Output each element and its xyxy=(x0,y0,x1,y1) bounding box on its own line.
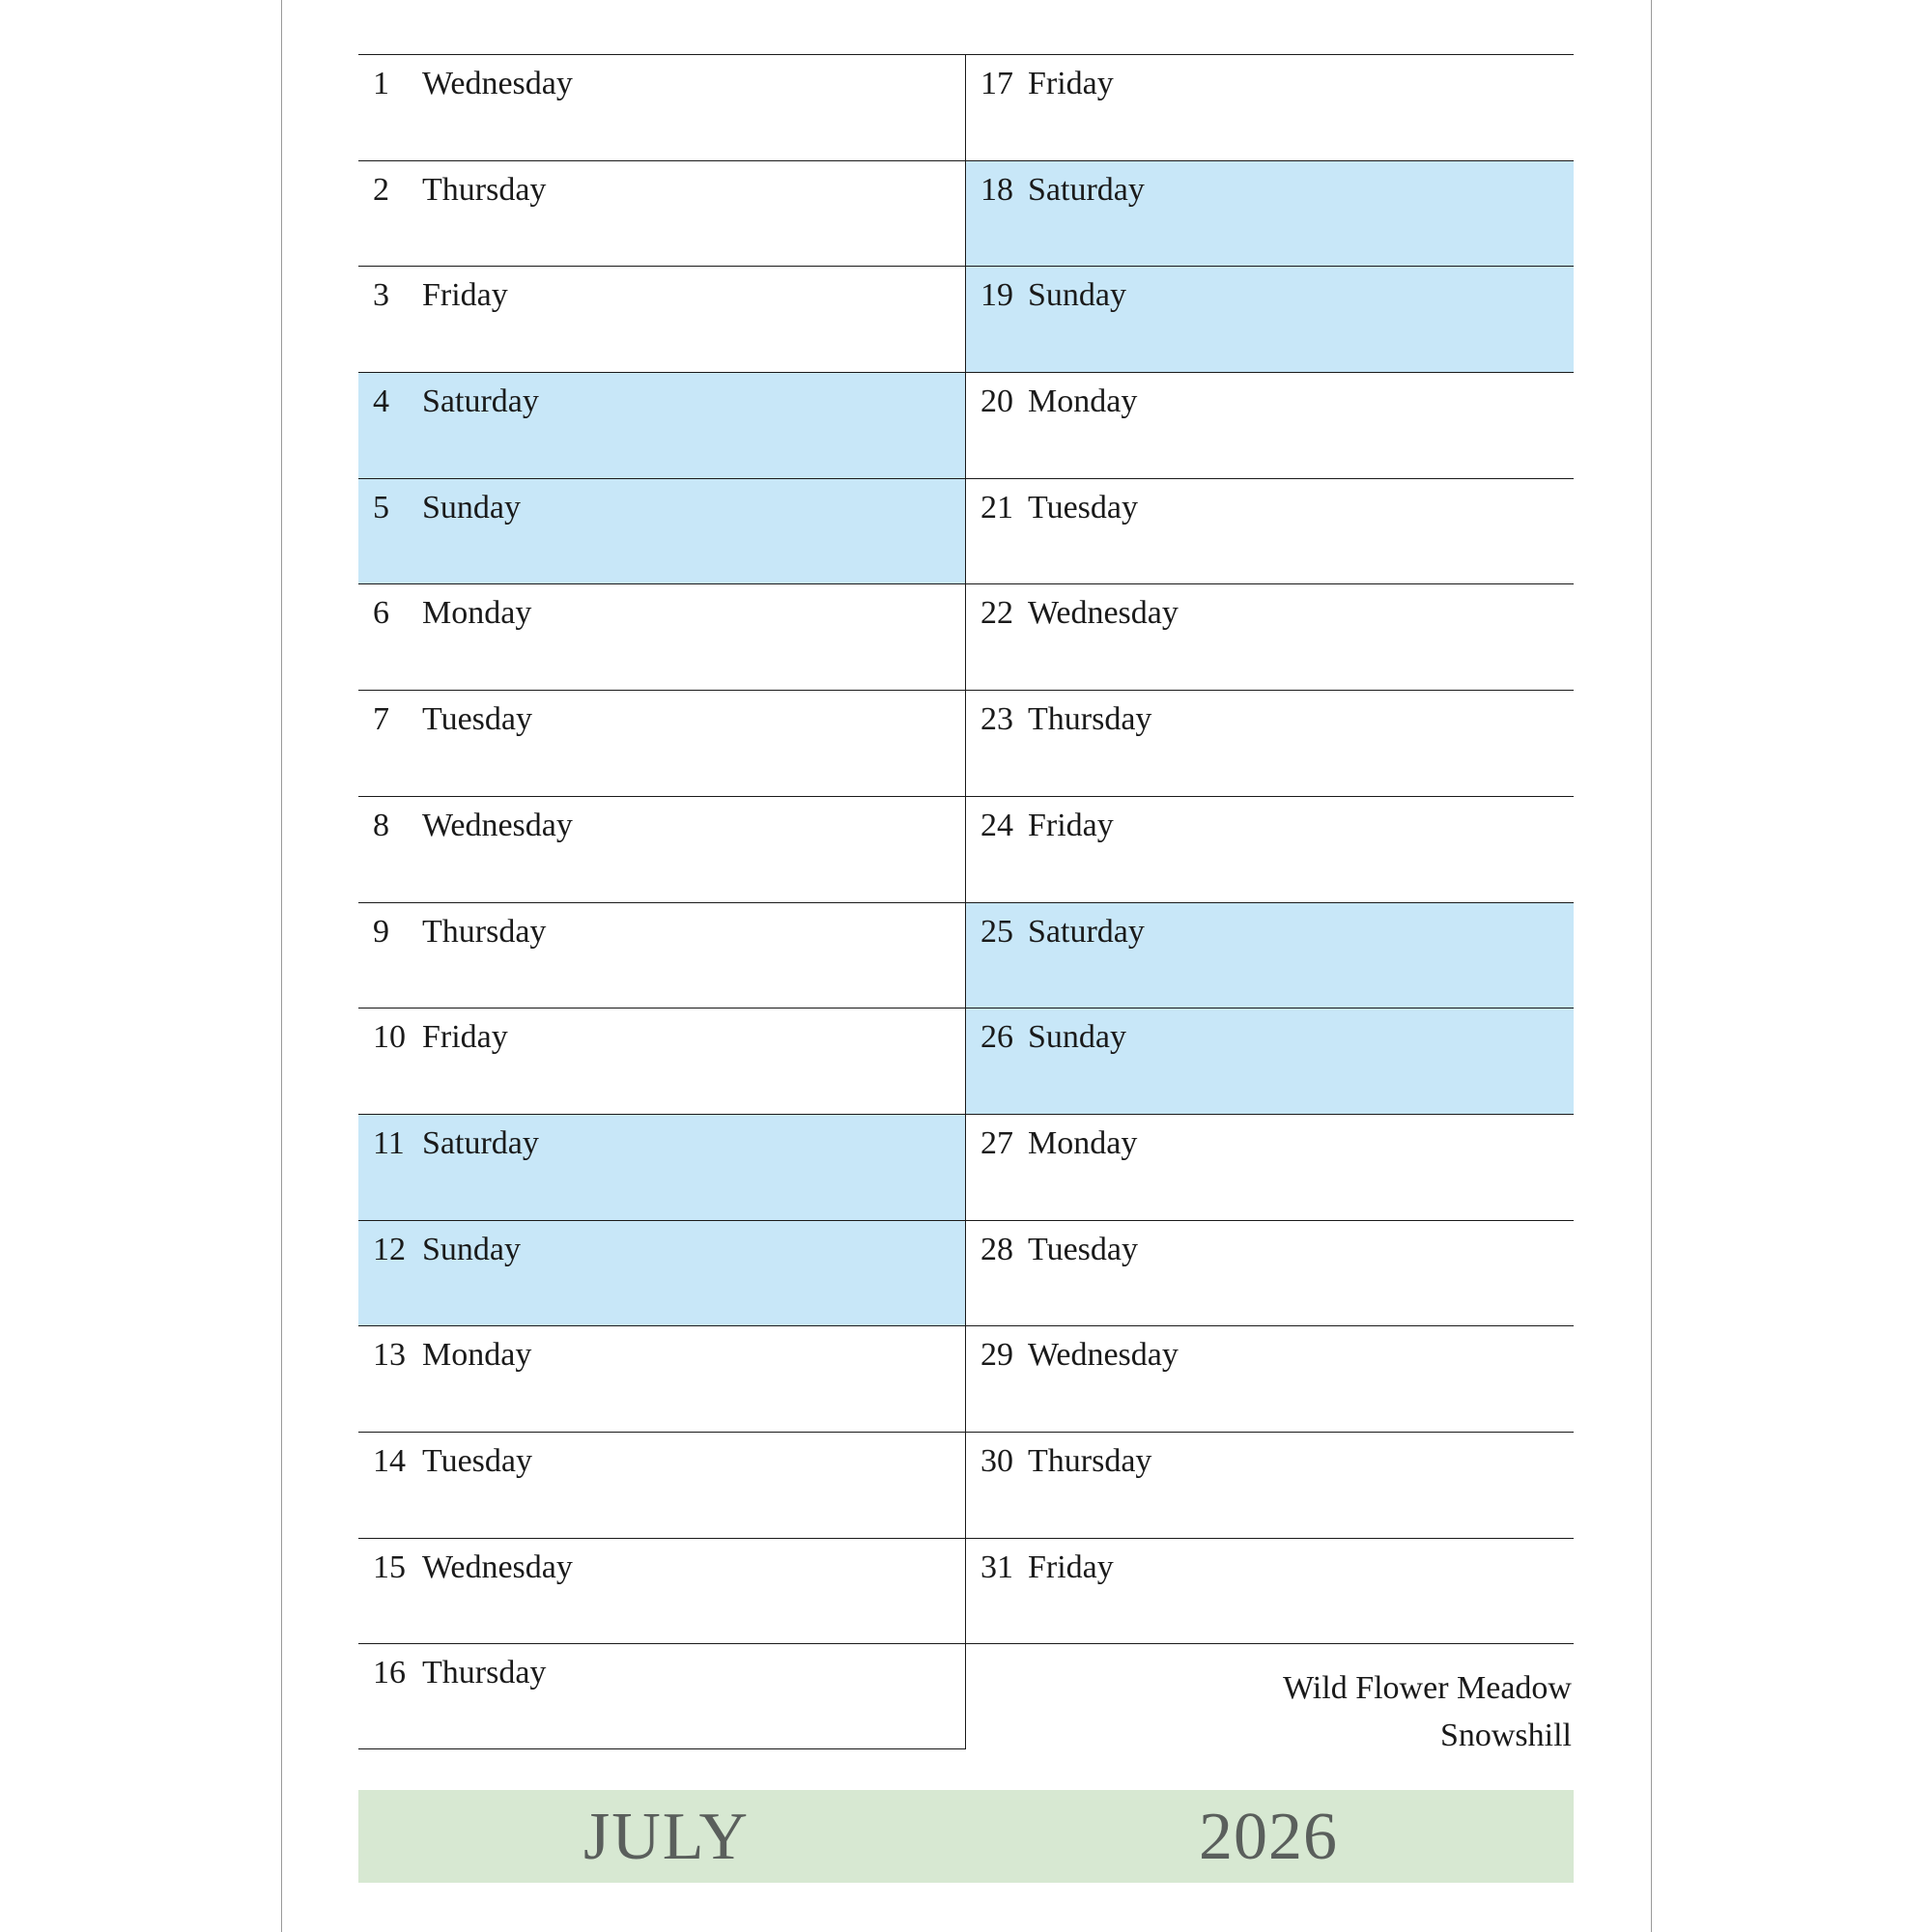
day-number: 16 xyxy=(373,1655,406,1691)
day-cell xyxy=(358,1538,965,1644)
day-cell xyxy=(358,796,965,902)
day-cell xyxy=(966,266,1574,372)
day-cell xyxy=(966,1114,1574,1220)
day-cell xyxy=(358,160,965,267)
weekday-name: Thursday xyxy=(1028,1442,1152,1479)
day-number: 28 xyxy=(980,1231,1013,1267)
weekday-name: Friday xyxy=(422,1019,508,1056)
day-number: 9 xyxy=(373,913,389,950)
month-footer-band xyxy=(358,1790,1574,1883)
month-label: JULY xyxy=(583,1800,751,1874)
day-cell xyxy=(966,902,1574,1009)
photo-caption xyxy=(1283,1665,1572,1759)
weekday-name: Wednesday xyxy=(422,66,573,101)
weekday-name: Friday xyxy=(1028,807,1114,843)
page-edge-right xyxy=(1651,0,1652,1932)
day-cell xyxy=(358,54,965,160)
day-cell xyxy=(966,796,1574,902)
weekday-name: Saturday xyxy=(422,1124,539,1161)
weekday-name: Thursday xyxy=(422,1655,547,1691)
weekday-name: Monday xyxy=(422,1337,532,1374)
weekday-name: Wednesday xyxy=(422,807,573,843)
weekday-name: Saturday xyxy=(1028,171,1145,208)
year-label: 2026 xyxy=(1199,1800,1338,1874)
day-number: 22 xyxy=(980,595,1013,632)
weekday-name: Wednesday xyxy=(422,1548,573,1585)
day-number: 25 xyxy=(980,913,1013,950)
day-cell xyxy=(966,1432,1574,1538)
day-number: 1 xyxy=(373,66,389,101)
day-number: 6 xyxy=(373,595,389,632)
day-number: 29 xyxy=(980,1337,1013,1374)
weekday-name: Tuesday xyxy=(1028,1231,1138,1267)
weekday-name: Wednesday xyxy=(1028,1337,1179,1374)
day-cell xyxy=(358,372,965,478)
weekday-name: Thursday xyxy=(1028,701,1152,738)
weekday-name: Friday xyxy=(422,277,508,314)
day-cell xyxy=(966,478,1574,584)
day-number: 14 xyxy=(373,1442,406,1479)
weekday-name: Monday xyxy=(422,595,532,632)
day-number: 26 xyxy=(980,1019,1013,1056)
weekday-name: Sunday xyxy=(1028,277,1126,314)
day-cell xyxy=(966,1008,1574,1114)
day-number: 3 xyxy=(373,277,389,314)
day-number: 15 xyxy=(373,1548,406,1585)
day-cell xyxy=(966,1220,1574,1326)
weekday-name: Monday xyxy=(1028,384,1138,420)
day-number: 2 xyxy=(373,171,389,208)
weekday-name: Saturday xyxy=(422,384,539,420)
day-number: 20 xyxy=(980,384,1013,420)
day-number: 13 xyxy=(373,1337,406,1374)
day-number: 19 xyxy=(980,277,1013,314)
weekday-name: Saturday xyxy=(1028,913,1145,950)
day-number: 8 xyxy=(373,807,389,843)
day-cell xyxy=(358,1008,965,1114)
day-number: 17 xyxy=(980,66,1013,101)
weekday-name: Sunday xyxy=(422,489,521,526)
caption-line-2: Snowshill xyxy=(1439,1717,1572,1753)
day-cell xyxy=(358,1432,965,1538)
day-number: 12 xyxy=(373,1231,406,1267)
day-cell xyxy=(358,1220,965,1326)
day-number: 24 xyxy=(980,807,1013,843)
day-number: 31 xyxy=(980,1548,1013,1585)
weekday-name: Monday xyxy=(1028,1124,1138,1161)
day-cell xyxy=(358,1325,965,1432)
day-number: 21 xyxy=(980,489,1013,526)
day-cell xyxy=(358,1643,965,1749)
weekday-name: Tuesday xyxy=(1028,489,1138,526)
day-number: 5 xyxy=(373,489,389,526)
day-cell xyxy=(966,690,1574,796)
day-cell xyxy=(358,690,965,796)
day-cell xyxy=(358,266,965,372)
day-number: 11 xyxy=(373,1124,405,1161)
page-edge-left xyxy=(281,0,282,1932)
day-cell xyxy=(358,902,965,1009)
weekday-name: Tuesday xyxy=(422,701,532,738)
photo-caption-cell xyxy=(966,1643,1574,1753)
weekday-name: Thursday xyxy=(422,171,547,208)
day-cell xyxy=(966,160,1574,267)
day-cell xyxy=(358,1114,965,1220)
day-cell xyxy=(966,583,1574,690)
day-number: 7 xyxy=(373,701,389,738)
day-number: 27 xyxy=(980,1124,1013,1161)
weekday-name: Tuesday xyxy=(422,1442,532,1479)
day-number: 4 xyxy=(373,384,389,420)
right-day-column xyxy=(966,54,1574,1753)
day-number: 30 xyxy=(980,1442,1013,1479)
day-cell xyxy=(966,54,1574,160)
day-cell xyxy=(358,583,965,690)
caption-line-1: Wild Flower Meadow xyxy=(1283,1670,1572,1707)
weekday-name: Sunday xyxy=(1028,1019,1126,1056)
day-cell xyxy=(966,372,1574,478)
day-number: 10 xyxy=(373,1019,406,1056)
weekday-name: Friday xyxy=(1028,1548,1114,1585)
day-number: 23 xyxy=(980,701,1013,738)
weekday-name: Wednesday xyxy=(1028,595,1179,632)
left-day-column xyxy=(358,54,966,1749)
day-number: 18 xyxy=(980,171,1013,208)
weekday-name: Sunday xyxy=(422,1231,521,1267)
weekday-name: Friday xyxy=(1028,66,1114,101)
weekday-name: Thursday xyxy=(422,913,547,950)
day-cell xyxy=(966,1538,1574,1644)
day-cell xyxy=(966,1325,1574,1432)
day-cell xyxy=(358,478,965,584)
